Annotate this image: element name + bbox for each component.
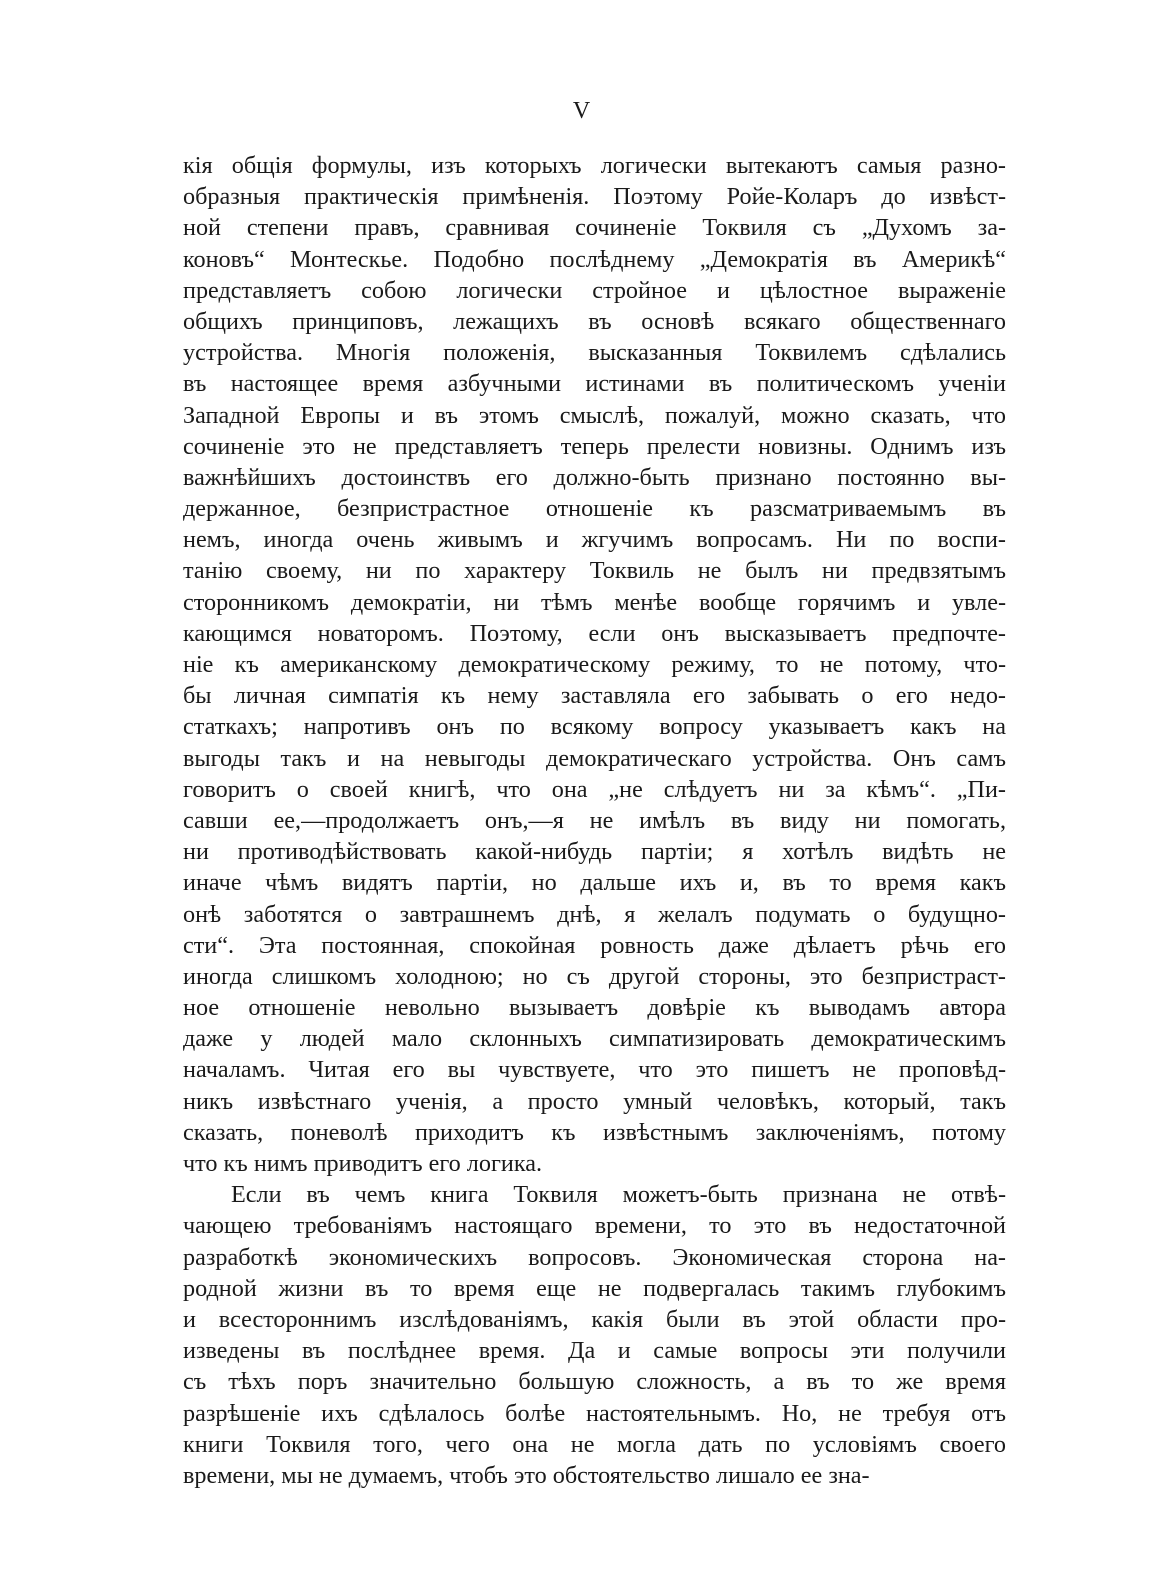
text-line: бы личная симпатія къ нему заставляла его забывать о его недо- — [183, 682, 1006, 710]
text-line: говоритъ о своей книгѣ, что она „не слѣдуетъ ни за кѣмъ“. „Пи- — [183, 775, 1006, 803]
text-line: онѣ заботятся о завтрашнемъ днѣ, я желалъ подумать о будущно- — [183, 900, 1006, 928]
text-line: книги Токвиля того, чего она не могла дать по условіямъ своего — [183, 1430, 1006, 1458]
text-line: началамъ. Читая его вы чувствуете, что это пишетъ не проповѣд- — [183, 1056, 1006, 1084]
text-line: савши ее,—продолжаетъ онъ,—я не имѣлъ въ виду ни помогать, — [183, 806, 1006, 834]
text-line: сказать, поневолѣ приходитъ къ извѣстнымъ заключеніямъ, потому — [183, 1118, 1006, 1146]
text-line: танію своему, ни по характеру Токвиль не былъ ни предвзятымъ — [183, 557, 1006, 585]
text-line: ное отношеніе невольно вызываетъ довѣріе къ выводамъ автора — [183, 994, 1006, 1022]
text-line: съ тѣхъ поръ значительно большую сложность, а въ то же время — [183, 1368, 1006, 1396]
text-line: немъ, иногда очень живымъ и жгучимъ вопросамъ. Ни по воспи- — [183, 526, 1006, 554]
paragraph — [183, 1179, 1006, 1491]
text-line: времени, мы не думаемъ, чтобъ это обстоятельство лишало ее зна- — [183, 1461, 870, 1489]
paragraph — [183, 150, 1006, 1179]
text-line: образныя практическія примѣненія. Поэтому Ройе-Коларъ до извѣст- — [183, 183, 1006, 211]
text-line: сочиненіе это не представляетъ теперь прелести новизны. Однимъ изъ — [183, 432, 1006, 460]
text-line: что къ нимъ приводитъ его логика. — [183, 1150, 543, 1177]
text-line: кія общія формулы, изъ которыхъ логически вытекаютъ самыя разно- — [183, 152, 1006, 179]
text-line: даже у людей мало склонныхъ симпатизировать демократическимъ — [183, 1025, 1006, 1053]
text-line: иначе чѣмъ видятъ партіи, но дальше ихъ и, въ то время какъ — [183, 869, 1006, 897]
text-line: и всестороннимъ изслѣдованіямъ, какія были въ этой области про- — [183, 1305, 1006, 1333]
body-text — [183, 150, 1006, 1491]
text-line: ни противодѣйствовать какой-нибудь партіи; я хотѣлъ видѣть не — [183, 838, 1006, 866]
text-line: устройства. Многія положенія, высказанныя Токвилемъ сдѣлались — [183, 339, 1006, 367]
text-line: выгоды такъ и на невыгоды демократическаго устройства. Онъ самъ — [183, 744, 1006, 772]
text-line: чающею требованіямъ настоящаго времени, то это въ недостаточной — [183, 1212, 1006, 1240]
text-line: представляетъ собою логически стройное и цѣлостное выраженіе — [183, 276, 1006, 304]
text-line: ніе къ американскому демократическому режиму, то не потому, что- — [183, 651, 1006, 678]
text-line: изведены въ послѣднее время. Да и самые вопросы эти получили — [183, 1337, 1006, 1365]
text-line: въ настоящее время азбучными истинами въ политическомъ ученіи — [183, 370, 1006, 398]
text-line: разработкѣ экономическихъ вопросовъ. Экономическая сторона на- — [183, 1243, 1006, 1271]
text-line: родной жизни въ то время еще не подвергалась такимъ глубокимъ — [183, 1274, 1006, 1302]
text-line: держанное, безпристрастное отношеніе къ разсматриваемымъ въ — [183, 495, 1006, 523]
text-line: коновъ“ Монтескье. Подобно послѣднему „Демократія въ Америкѣ“ — [183, 245, 1006, 273]
text-line: иногда слишкомъ холодною; но съ другой стороны, это безпристраст- — [183, 962, 1006, 990]
text-line: статкахъ; напротивъ онъ по всякому вопросу указываетъ какъ на — [183, 713, 1006, 741]
text-line: Западной Европы и въ этомъ смыслѣ, пожалуй, можно сказать, что — [183, 401, 1006, 429]
text-line: разрѣшеніе ихъ сдѣлалось болѣе настоятельнымъ. Но, не требуя отъ — [183, 1399, 1006, 1427]
text-line: общихъ принциповъ, лежащихъ въ основѣ всякаго общественнаго — [183, 307, 1006, 335]
page-number: V — [572, 98, 591, 124]
text-line: кающимся новаторомъ. Поэтому, если онъ высказываетъ предпочте- — [183, 619, 1006, 647]
text-line: никъ извѣстнаго ученія, а просто умный человѣкъ, который, такъ — [183, 1087, 1006, 1115]
text-line: важнѣйшихъ достоинствъ его должно-быть признано постоянно вы- — [183, 463, 1006, 491]
text-line: ной степени правъ, сравнивая сочиненіе Токвиля съ „Духомъ за- — [183, 214, 1006, 242]
text-line: сти“. Эта постоянная, спокойная ровность даже дѣлаетъ рѣчь его — [183, 931, 1006, 959]
text-line: Если въ чемъ книга Токвиля можетъ-быть признана не отвѣ- — [231, 1181, 1006, 1209]
text-line: сторонникомъ демократіи, ни тѣмъ менѣе вообще горячимъ и увле- — [183, 588, 1006, 616]
